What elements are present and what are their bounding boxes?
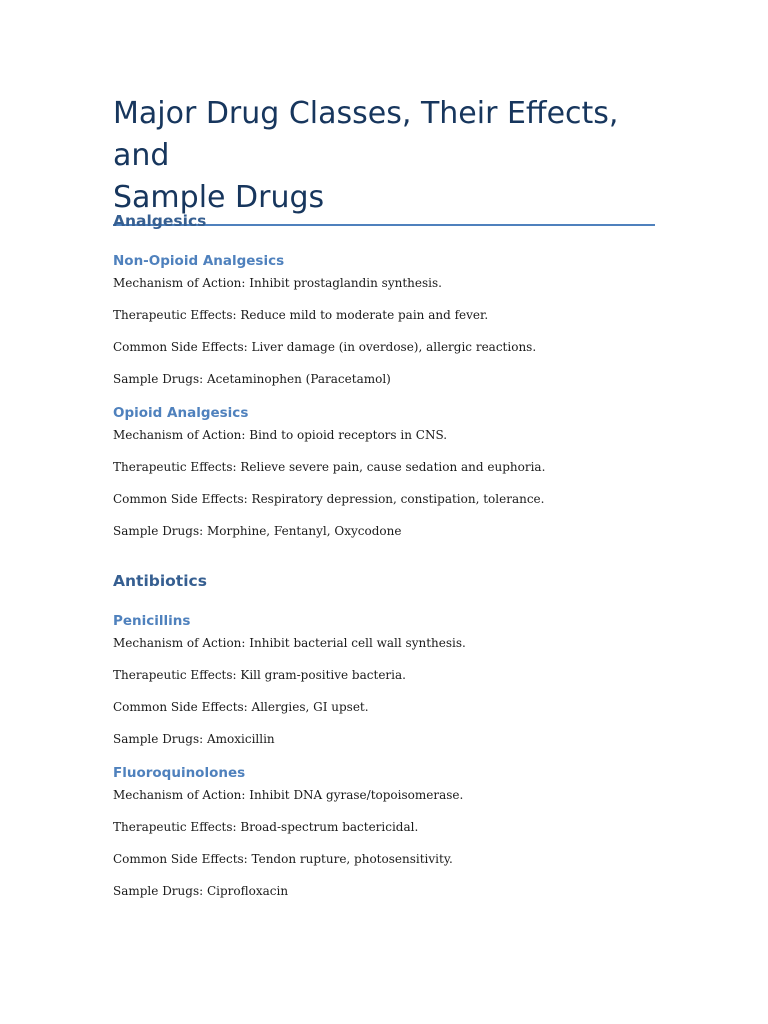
side-effects-text: Common Side Effects: Allergies, GI upset. — [113, 700, 369, 714]
mechanism-text: Mechanism of Action: Bind to opioid receptors in CNS. — [113, 428, 448, 442]
mechanism-text: Mechanism of Action: Inhibit bacterial cell wall synthesis. — [113, 636, 466, 650]
subsection-heading: Penicillins — [113, 613, 191, 629]
therapeutic-text: Therapeutic Effects: Kill gram-positive bacteria. — [113, 668, 406, 682]
title-line-1: Major Drug Classes, Their Effects, and — [113, 96, 619, 173]
therapeutic-text: Therapeutic Effects: Broad-spectrum bactericidal. — [113, 820, 419, 834]
side-effects-text: Common Side Effects: Respiratory depression, constipation, tolerance. — [113, 492, 545, 506]
mechanism-text: Mechanism of Action: Inhibit DNA gyrase/topoisomerase. — [113, 788, 464, 802]
mechanism-text: Mechanism of Action: Inhibit prostaglandin synthesis. — [113, 276, 442, 290]
sample-drugs-text: Sample Drugs: Morphine, Fentanyl, Oxycodone — [113, 524, 402, 538]
title-line-2: Sample Drugs — [113, 180, 325, 215]
section-heading: Analgesics — [113, 212, 207, 230]
therapeutic-text: Therapeutic Effects: Relieve severe pain, cause sedation and euphoria. — [113, 460, 546, 474]
side-effects-text: Common Side Effects: Liver damage (in overdose), allergic reactions. — [113, 340, 537, 354]
section-heading: Antibiotics — [113, 572, 207, 590]
page-title — [113, 93, 655, 219]
subsection-heading: Non-Opioid Analgesics — [113, 253, 285, 269]
sample-drugs-text: Sample Drugs: Acetaminophen (Paracetamol) — [113, 372, 391, 386]
sample-drugs-text: Sample Drugs: Amoxicillin — [113, 732, 275, 746]
subsection-heading: Opioid Analgesics — [113, 405, 249, 421]
therapeutic-text: Therapeutic Effects: Reduce mild to moderate pain and fever. — [113, 308, 489, 322]
document-page — [113, 93, 655, 226]
sample-drugs-text: Sample Drugs: Ciprofloxacin — [113, 884, 289, 898]
subsection-heading: Fluoroquinolones — [113, 765, 246, 781]
side-effects-text: Common Side Effects: Tendon rupture, photosensitivity. — [113, 852, 453, 866]
